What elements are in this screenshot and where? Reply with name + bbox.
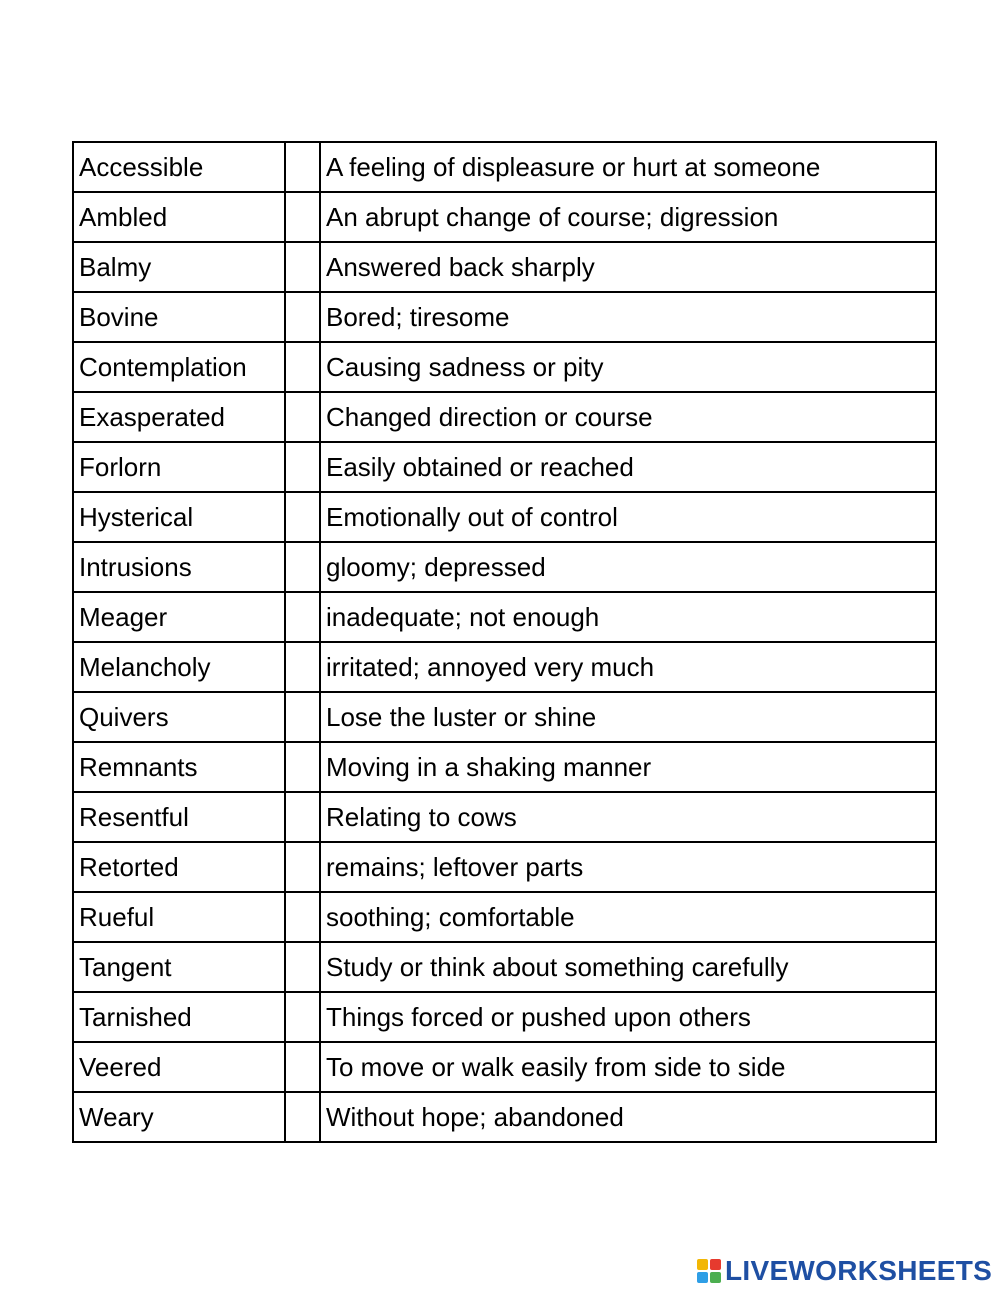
table-row	[73, 592, 936, 642]
answer-input[interactable]	[286, 745, 319, 791]
answer-input[interactable]	[286, 645, 319, 691]
vocab-word: Meager	[73, 592, 285, 642]
table-row	[73, 292, 936, 342]
answer-cell	[285, 542, 320, 592]
definition-text: remains; leftover parts	[320, 842, 936, 892]
definition-text: Lose the luster or shine	[320, 692, 936, 742]
answer-cell	[285, 942, 320, 992]
answer-input[interactable]	[286, 445, 319, 491]
definition-text: An abrupt change of course; digression	[320, 192, 936, 242]
answer-cell	[285, 442, 320, 492]
answer-input[interactable]	[286, 845, 319, 891]
definition-text: Study or think about something carefully	[320, 942, 936, 992]
table-row	[73, 342, 936, 392]
answer-input[interactable]	[286, 245, 319, 291]
answer-cell	[285, 1092, 320, 1142]
vocab-word: Melancholy	[73, 642, 285, 692]
vocab-word: Bovine	[73, 292, 285, 342]
vocab-word: Intrusions	[73, 542, 285, 592]
vocab-word: Forlorn	[73, 442, 285, 492]
answer-cell	[285, 992, 320, 1042]
table-row	[73, 792, 936, 842]
answer-cell	[285, 292, 320, 342]
answer-cell	[285, 892, 320, 942]
answer-input[interactable]	[286, 695, 319, 741]
logo-square-2	[710, 1259, 721, 1270]
answer-input[interactable]	[286, 945, 319, 991]
definition-text: Relating to cows	[320, 792, 936, 842]
table-row	[73, 142, 936, 192]
answer-input[interactable]	[286, 1095, 319, 1141]
answer-cell	[285, 242, 320, 292]
table-row	[73, 642, 936, 692]
answer-cell	[285, 192, 320, 242]
table-row	[73, 192, 936, 242]
liveworksheets-brand	[697, 1255, 992, 1287]
answer-cell	[285, 342, 320, 392]
definition-text: soothing; comfortable	[320, 892, 936, 942]
table-row	[73, 492, 936, 542]
brand-name: LIVEWORKSHEETS	[725, 1255, 993, 1286]
vocab-word: Ambled	[73, 192, 285, 242]
answer-input[interactable]	[286, 145, 319, 191]
vocab-word: Hysterical	[73, 492, 285, 542]
table-row	[73, 1042, 936, 1092]
matching-table	[72, 141, 937, 1143]
definition-text: To move or walk easily from side to side	[320, 1042, 936, 1092]
answer-cell	[285, 592, 320, 642]
definition-text: A feeling of displeasure or hurt at someone	[320, 142, 936, 192]
definition-text: Easily obtained or reached	[320, 442, 936, 492]
answer-cell	[285, 692, 320, 742]
definition-text: Causing sadness or pity	[320, 342, 936, 392]
vocab-word: Contemplation	[73, 342, 285, 392]
definition-text: Emotionally out of control	[320, 492, 936, 542]
table-row	[73, 942, 936, 992]
vocab-word: Rueful	[73, 892, 285, 942]
vocab-word: Veered	[73, 1042, 285, 1092]
answer-input[interactable]	[286, 795, 319, 841]
definition-text: gloomy; depressed	[320, 542, 936, 592]
answer-cell	[285, 642, 320, 692]
table-row	[73, 992, 936, 1042]
answer-cell	[285, 742, 320, 792]
matching-table-body	[73, 142, 936, 1142]
answer-cell	[285, 1042, 320, 1092]
table-row	[73, 742, 936, 792]
table-row	[73, 392, 936, 442]
answer-cell	[285, 392, 320, 442]
vocab-word: Weary	[73, 1092, 285, 1142]
answer-input[interactable]	[286, 495, 319, 541]
vocab-word: Tarnished	[73, 992, 285, 1042]
definition-text: Changed direction or course	[320, 392, 936, 442]
definition-text: Moving in a shaking manner	[320, 742, 936, 792]
answer-input[interactable]	[286, 345, 319, 391]
definition-text: Things forced or pushed upon others	[320, 992, 936, 1042]
table-row	[73, 242, 936, 292]
vocab-word: Remnants	[73, 742, 285, 792]
vocab-word: Tangent	[73, 942, 285, 992]
answer-cell	[285, 492, 320, 542]
table-row	[73, 542, 936, 592]
liveworksheets-logo-icon	[697, 1259, 721, 1283]
answer-cell	[285, 142, 320, 192]
vocab-word: Accessible	[73, 142, 285, 192]
answer-input[interactable]	[286, 1045, 319, 1091]
logo-square-4	[710, 1272, 721, 1283]
answer-input[interactable]	[286, 995, 319, 1041]
definition-text: Answered back sharply	[320, 242, 936, 292]
answer-cell	[285, 792, 320, 842]
table-row	[73, 442, 936, 492]
answer-input[interactable]	[286, 545, 319, 591]
table-row	[73, 842, 936, 892]
table-row	[73, 892, 936, 942]
logo-square-3	[697, 1272, 708, 1283]
table-row	[73, 1092, 936, 1142]
answer-input[interactable]	[286, 595, 319, 641]
answer-input[interactable]	[286, 195, 319, 241]
vocab-word: Quivers	[73, 692, 285, 742]
logo-square-1	[697, 1259, 708, 1270]
vocab-word: Balmy	[73, 242, 285, 292]
definition-text: Bored; tiresome	[320, 292, 936, 342]
definition-text: inadequate; not enough	[320, 592, 936, 642]
vocab-word: Retorted	[73, 842, 285, 892]
answer-input[interactable]	[286, 395, 319, 441]
vocab-word: Resentful	[73, 792, 285, 842]
definition-text: irritated; annoyed very much	[320, 642, 936, 692]
answer-cell	[285, 842, 320, 892]
definition-text: Without hope; abandoned	[320, 1092, 936, 1142]
vocab-word: Exasperated	[73, 392, 285, 442]
answer-input[interactable]	[286, 895, 319, 941]
answer-input[interactable]	[286, 295, 319, 341]
table-row	[73, 692, 936, 742]
